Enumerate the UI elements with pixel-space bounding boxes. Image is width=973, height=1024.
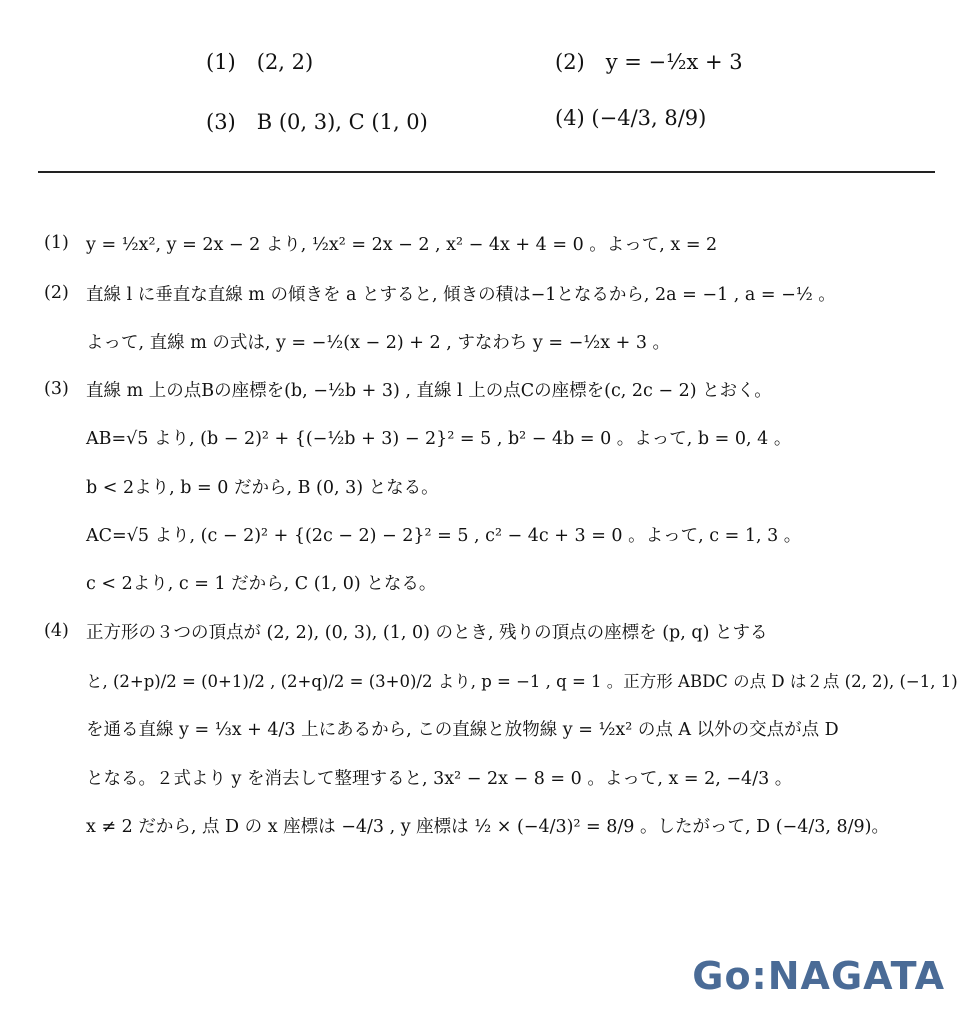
divider [38, 171, 935, 173]
answer-4: (4) (−4/3, 8/9) [555, 106, 707, 130]
logo-prefix: Go: [692, 954, 768, 998]
solution-3-line-1: 直線 m 上の点Bの座標を(b, −½b + 3) , 直線 l 上の点Cの座標を(c, 2c − 2) とおく。 [86, 381, 772, 401]
solution-3-line-3: b < 2より, b = 0 だから, B (0, 3) となる。 [86, 478, 439, 498]
solution-1-line-1: y = ½x², y = 2x − 2 より, ½x² = 2x − 2 , x² − 4x + 4 = 0 。よって, x = 2 [86, 235, 718, 255]
solution-1-number: (1) [44, 233, 69, 253]
answer-1: (1) (2, 2) [206, 50, 314, 74]
solution-4-line-4: となる。２式より y を消去して整理すると, 3x² − 2x − 8 = 0 。よって, x = 2, −4/3 。 [86, 769, 793, 789]
solution-2-number: (2) [44, 283, 69, 303]
solution-4-line-3: を通る直線 y = ⅓x + 4/3 上にあるから, この直線と放物線 y = ½x² の点 A 以外の交点が点 D [86, 720, 839, 740]
solution-4-line-1: 正方形の３つの頂点が (2, 2), (0, 3), (1, 0) のとき, 残りの頂点の座標を (p, q) とする [86, 623, 768, 643]
solution-4-line-5: x ≠ 2 だから, 点 D の x 座標は −4/3 , y 座標は ½ × (−4/3)² = 8/9 。したがって, D (−4/3, 8/9)。 [86, 817, 889, 837]
logo-name: NAGATA [767, 954, 945, 998]
solution-4-number: (4) [44, 621, 69, 641]
solution-4-line-2: と, (2+p)/2 = (0+1)/2 , (2+q)/2 = (3+0)/2 より, p = −1 , q = 1 。正方形 ABDC の点 D は２点 (2, 2), (−1, 1) [86, 672, 958, 691]
solution-3-number: (3) [44, 379, 69, 399]
solution-3-line-2: AB=√5 より, (b − 2)² + {(−½b + 3) − 2}² = 5 , b² − 4b = 0 。よって, b = 0, 4 。 [86, 429, 792, 449]
answer-3: (3) B (0, 3), C (1, 0) [206, 110, 428, 134]
solution-2-line-2: よって, 直線 m の式は, y = −½(x − 2) + 2 , すなわち y = −½x + 3 。 [86, 333, 671, 353]
solution-2-line-1: 直線 l に垂直な直線 m の傾きを a とすると, 傾きの積は−1となるから, 2a = −1 , a = −½ 。 [86, 285, 836, 305]
answer-2: (2) y = −½x + 3 [555, 50, 743, 74]
solution-3-line-5: c < 2より, c = 1 だから, C (1, 0) となる。 [86, 574, 437, 594]
logo [692, 954, 945, 998]
solution-3-line-4: AC=√5 より, (c − 2)² + {(2c − 2) − 2}² = 5 , c² − 4c + 3 = 0 。よって, c = 1, 3 。 [86, 526, 802, 546]
